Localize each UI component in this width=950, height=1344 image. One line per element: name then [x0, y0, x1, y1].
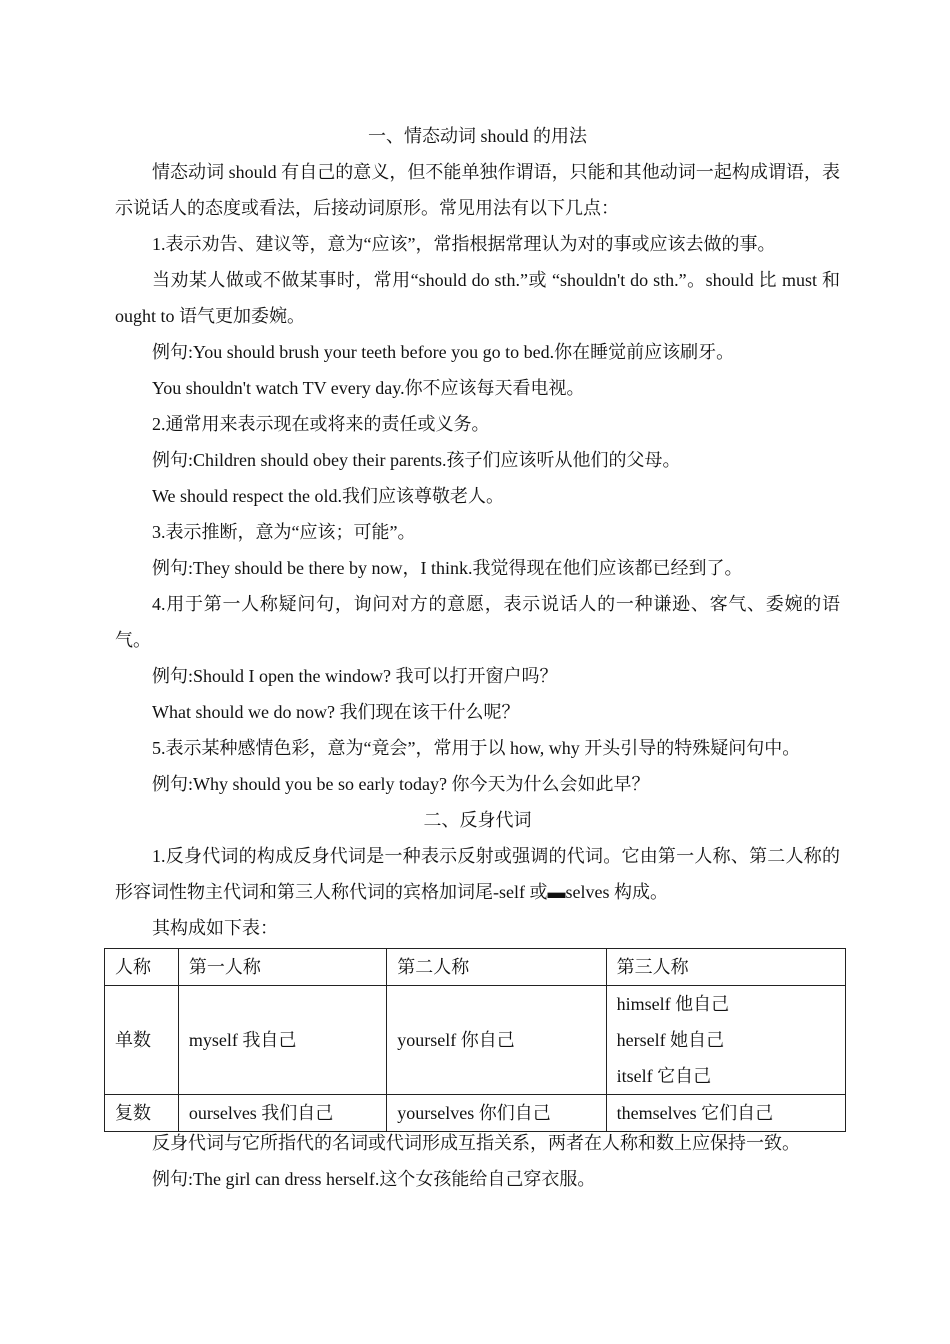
post-table-text	[115, 1125, 840, 1197]
row-label-plural: 复数	[105, 1095, 179, 1132]
example-sentence: 例句:The girl can dress herself.这个女孩能给自己穿衣服。	[152, 1169, 596, 1189]
table-header-cell: 第三人称	[606, 949, 845, 986]
table-cell: ourselves 我们自己	[178, 1095, 386, 1132]
table-cell-line: herself 她自己	[616, 1030, 725, 1050]
paragraph: 2.通常用来表示现在或将来的责任或义务。	[152, 414, 490, 434]
table-cell: myself 我自己	[178, 986, 386, 1095]
document-body	[115, 118, 840, 946]
table-cell-line: himself 他自己	[616, 994, 730, 1014]
paragraph: 情态动词 should 有自己的意义，但不能单独作谓语，只能和其他动词一起构成谓语，表示说话人的态度或看法，后接动词原形。常见用法有以下几点：	[115, 162, 840, 218]
example-sentence: You shouldn't watch TV every day.你不应该每天看电视。	[152, 378, 585, 398]
paragraph: 当劝某人做或不做某事时，常用“should do sth.”或 “shouldn't do sth.”。should 比 must 和 ought to 语气更加委婉。	[115, 270, 840, 326]
table-cell-line: itself 它自己	[616, 1066, 712, 1086]
paragraph: 反身代词与它所指代的名词或代词形成互指关系，两者在人称和数上应保持一致。	[152, 1133, 800, 1153]
table-header-cell: 人称	[105, 949, 179, 986]
section1-title: 一、情态动词 should 的用法	[367, 126, 587, 146]
example-sentence: 例句:Children should obey their parents.孩子们应该听从他们的父母。	[152, 450, 681, 470]
row-label-singular: 单数	[105, 986, 179, 1095]
paragraph: 1.反身代词的构成反身代词是一种表示反射或强调的代词。它由第一人称、第二人称的形容词性物主代词和第三人称代词的宾格加词尾-self 或▬selves 构成。	[115, 846, 840, 902]
paragraph: 4.用于第一人称疑问句，询问对方的意愿，表示说话人的一种谦逊、客气、委婉的语气。	[115, 594, 840, 650]
paragraph: 其构成如下表：	[152, 918, 278, 938]
reflexive-pronoun-table	[104, 948, 846, 1132]
table-cell-third-person	[606, 986, 845, 1095]
table-header-row	[105, 949, 846, 986]
example-sentence: We should respect the old.我们应该尊敬老人。	[152, 486, 505, 506]
section2-title: 二、反身代词	[423, 810, 532, 830]
table-cell: yourself 你自己	[387, 986, 606, 1095]
example-sentence: 例句:You should brush your teeth before you go to bed.你在睡觉前应该刷牙。	[152, 342, 735, 362]
example-sentence: 例句:Should I open the window? 我可以打开窗户吗？	[152, 666, 558, 686]
paragraph: 1.表示劝告、建议等，意为“应该”，常指根据常理认为对的事或应该去做的事。	[152, 234, 776, 254]
paragraph: 5.表示某种感情色彩，意为“竟会”，常用于以 how, why 开头引导的特殊疑问句中。	[152, 738, 801, 758]
example-sentence: 例句:Why should you be so early today? 你今天为什么会如此早？	[152, 774, 650, 794]
example-sentence: What should we do now? 我们现在该干什么呢？	[152, 702, 520, 722]
paragraph: 3.表示推断，意为“应该；可能”。	[152, 522, 416, 542]
example-sentence: 例句:They should be there by now，I think.我觉得现在他们应该都已经到了。	[152, 558, 743, 578]
table-header-cell: 第二人称	[387, 949, 606, 986]
table-row-singular	[105, 986, 846, 1095]
table-cell: themselves 它们自己	[606, 1095, 845, 1132]
table-header-cell: 第一人称	[178, 949, 386, 986]
table-cell: yourselves 你们自己	[387, 1095, 606, 1132]
